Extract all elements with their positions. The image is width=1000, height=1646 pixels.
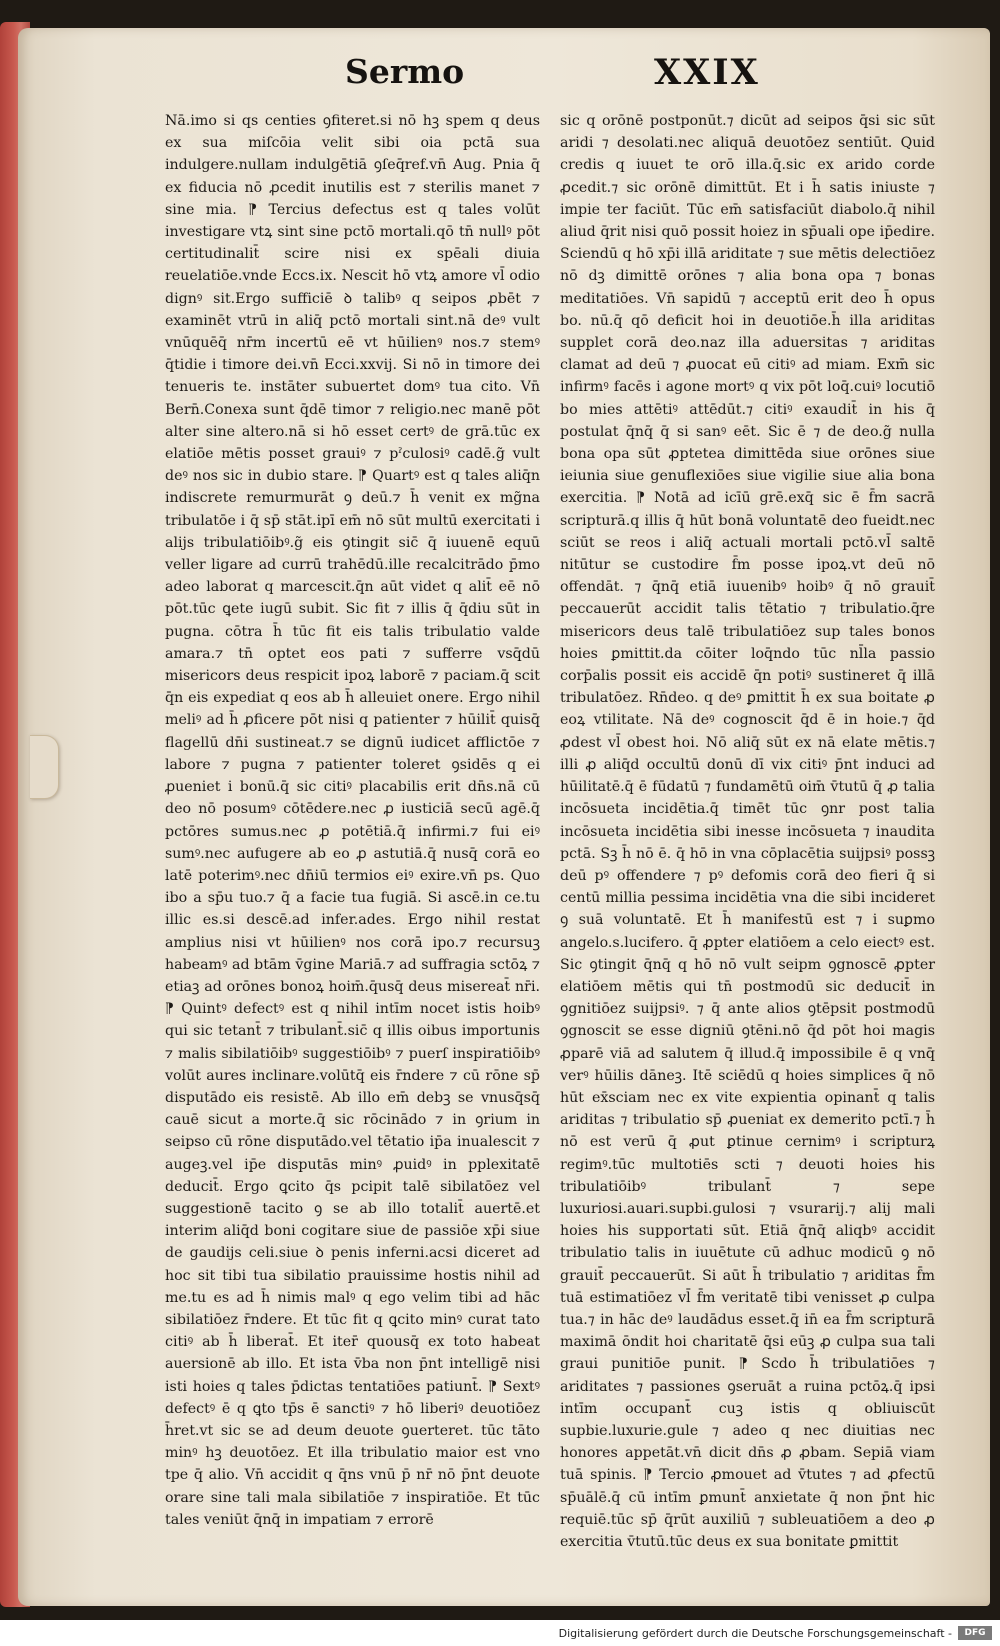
right-column-text: sic q orōnē postponūt.⁊ dicūt ad seipos q̄si sic sūt aridi ⁊ desolati.nec aliquā deuotōez sentiūt. Quid credis q iuuet te orō illa.q̄.sic ex arido corde ꝓcedit.⁊ sic orōnē dimittūt. Et i h̄ satis iniuste ⁊ impie ter faciūt. Tūc em̄ satisfaciūt diabolo.q̄ nihil aliud q̄rit nisi quō possit hoiez in sp̄uali ope ip̄edire. Sciendū q hō xp̄i illā ariditate ⁊ sue mētis delectiōez nō dꝫ dimittē orōnes ⁊ alia bona opa ⁊ bonas meditatiōes. Vn̄ sapidū ⁊ acceptū erit deo h̄ opus bo. nū.q̄ qō deficit hoi in deuotiōe.h̄ illa ariditas supplet corā deo.naz illa aduersitas ⁊ ariditas clamat ad deū ⁊ ꝓuocat eū citiꝰ ad miam. Exm̄ sic infirmꝰ facēs i agone mortꝰ q vix pōt loq̄.cuiꝰ locutiō bo mies attētiꝰ attēdūt.⁊ citiꝰ exaudit̄ in his q̄ postulat q̄nq̄ q̄ si sanꝰ eēt. Sic ē ⁊ de deo.g̃ nulla bona opa sūt ꝓptetea dimittēda siue orōnes siue ieiunia siue genuflexiōes siue vigilie siue alia bona exercitia. ⁋ Notā ad icīū grē.exq̄ sic ē f̄m sacrā scripturā.q illis q̄ hūt bonā voluntatē deo fueidt.nec sciūt se reos i aliq̄ actuali mortali pctō.vl̄ saltē nitūtur se custodire f̄m posse ipoꝝ.vt deū nō offendāt. ⁊ q̄nq̄ etiā iuuenibꝰ hoibꝰ q̄ nō grauit̄ peccauerūt accidit talis tētatio ⁊ tribulatio.q̄re misericors deus talē tribulatiōez sup tales bonos hoies ꝑmittit.da cōiter loq̄ndo tūc nl̄la passio corp̄alis possit eis accidē q̄n potiꝰ sustineret q̄ illā tribulatōez. Rn̄deo. q deꝰ ꝑmittit h̄ ex sua boitate ꝓ eoꝝ vtilitate. Nā deꝰ cognoscit q̄d ē in hoie.⁊ q̄d ꝓdest vl̄ obest hoi. Nō aliq̄ sūt ex nā elate mētis.⁊ illi ꝓ aliq̄d occultū donū dī vix citiꝰ p̄nt induci ad hūilitatē.q̄ ē fūdatū ⁊ fundamētū oim̄ v̄tutū q̄ ꝓ talia incōsueta incidētia.q̄ timēt tūc ꝯnr post talia incōsueta incidētia sibi inesse incōsueta ⁊ inaudita pctā. Sꝫ h̄ nō ē. q̄ hō in vna cōplacētia suijpsiꝰ possꝫ deū pꝰ offendere ⁊ pꝰ defomis corā deo fieri q̄ si centū millia pessima incidētia vna die sibi incideret ꝯ suā voluntatē. Et h̄ manifestū est ⁊ i suꝑmo angelo.s.lucifero. q̄ ꝓpter elatiōem a celo eiectꝰ est. Sic ꝯtingit q̄nq̄ q hō nō vult seipm ꝯgnoscē ꝓpter elatiōem mētis qui tn̄ postmodū sic deducit̄ in ꝯgnitiōez suijpsiꝰ. ⁊ q̄ ante alios ꝯtēpsit postmodū ꝯgnoscit se esse digniū ꝯtēni.nō q̄d pōt hoi magis ꝓparē viā ad salutem q̄ illud.q̄ impossibile ē q vnq̄ verꝰ hūilis dāneꝫ. Itē sciēdū q hoies simplices q̄ nō hūt ex̄sciam nec ex vite expientia opinant̄ q talis ariditas ⁊ tribulatio sp̄ ꝓueniat ex demerito pctī.⁊ h̄ nō est verū q̄ ꝓut ꝑtinue cernimꝰ i scripturꝝ regimꝰ.tūc multotiēs scti ⁊ deuoti hoies his tribulatiōibꝰ tribulant̄ ⁊ sepe luxuriosi.auari.supbi.gulosi ⁊ vsurarij.⁊ alij mali hoies his supportati sūt. Etiā q̄nq̄ aliqbꝰ accidit tribulatio talis in iuuētute cū adhuc modicū ꝯ nō grauit̄ peccauerūt. Si aūt h̄ tribulatio ⁊ ariditas f̄m tuā estimatiōez vl̄ f̄m veritatē tibi venisset ꝓ culpa tua.⁊ in hāc deꝰ laudādus esset.q̄ in̄ ea f̄m scripturā maximā ōndit hoi charitatē q̄si eūꝫ ꝓ culpa sua tali graui punitiōe punit. ⁋ Scdo h̄ tribulatiōes ⁊ ariditates ⁊ passiones ꝯseruāt a ruina pctōꝝ.q̄ ipsi intīm occupant̄ cuꝫ istis q obliuiscūt supbie.luxurie.gule ⁊ adeo q nec diuitias nec honores appetāt.vn̄ dicit dn̄s ꝓ ꝓbam. Sepiā viam tuā spinis. ⁋ Tercio ꝓmouet ad v̄tutes ⁊ ad ꝓfectū sp̄uālē.q̄ cū intīm ꝑmunt̄ anxietate q̄ non p̄nt hic requiē.tūc sp̄ q̄rūt auxiliū ⁊ subleuatiōem a deo ꝓ exercitia v̄tutū.tūc deus ex sua bonitate ꝑmittit [560,113,935,1550]
dfg-logo: DFG [958,1626,992,1640]
footer-credit: Digitalisierung gefördert durch die Deutsche Forschungsgemeinschaft - [558,1627,952,1640]
page-tab-marker [30,735,59,799]
left-column-text: Nā.imo si qs centies ꝯfiteret.si nō hꝫ spem q deus ex sua miſcōia velit sibi oia pctā sua indulgere.nullam indulgētiā ꝯſeq̄ref.vn̄ Aug. Pnia q̄ ex fiducia nō ꝓcedit inutilis est ⁊ sterilis manet ⁊ sine mia. ⁋ Tercius defectus est q tales volūt investigare vtꝝ sint sine pctō mortali.qō tn̄ nullꝰ pōt certitudinalit̄ scire nisi ex spēali diuia reuelatiōe.vnde Eccs.ix. Nescit hō vtꝝ amore vl̄ odio dignꝰ sit.Ergo sufficiē ꝺ talibꝰ q seipos ꝓbēt ⁊ examinēt vtrū in aliq̄ pctō mortali sint.nā deꝰ vult vnūquēq̄ nr̄m incertū eē vt hūilienꝰ nos.⁊ stemꝰ q̄tidie i timore dei.vn̄ Ecci.xxvij. Si nō in timore dei tenueris te. instāter subuertet domꝰ tua cito. Vn̄ Bern̄.Conexa sunt q̄dē timor ⁊ religio.nec manē pōt alter sine altero.nā si hō esset certꝰ de grā.tūc ex elatiōe mētis posset grauiꝰ ⁊ pˀculosiꝰ cadē.g̃ vult deꝰ nos sic in dubio stare. ⁋ Quartꝰ est q tales aliq̄n indiscrete remurmurāt ꝯ deū.⁊ h̄ venit ex mg̃na tribulatōe i q̄ sp̄ stāt.ipī em̄ nō sūt multū exercitati i alijs tribulatiōibꝰ.g̃ eis ꝯtingit sic̄ q̄ iuuenē equū veller ligare ad currū trahēdū.ille recalcitrādo p̄mo adeo laborat q marcescit.q̄n aūt videt q alit̄ eē nō pōt.tūc ꝗete iugū subit. Sic fit ⁊ illis q̄ q̄diu sūt in pugna. cōtra h̄ tūc fit eis talis tribulatio valde amara.⁊ tn̄ optet eos pati ⁊ sufferre vsq̄dū misericors deus respicit ipoꝝ laborē ⁊ paciam.q̄ scit q̄n eis expediat q eos ab h̄ alleuiet onere. Ergo nihil meliꝰ ad h̄ ꝓficere pōt nisi q patienter ⁊ hūilit̄ quisq̄ flagellū dn̄i sustineat.⁊ se dignū iudicet afflictōe ⁊ labore ⁊ pugna ⁊ patienter toleret ꝯsidēs q ei ꝓueniet i bonū.q̄ sic citiꝰ placabilis erit dn̄s.nā cū deo nō posumꝰ cōtēdere.nec ꝓ iusticiā secū agē.q̄ pctōres sumus.nec ꝓ potētiā.q̄ infirmi.⁊ fui eiꝰ sumꝰ.nec aufugere ab eo ꝓ astutiā.q̄ nusq̄ corā eo latē poterimꝰ.nec dn̄iū termios eiꝰ exire.vn̄ ps. Quo ibo a sp̄u tuo.⁊ q̄ a facie tua fugiā. Si ascē.in ce.tu illic es.si descē.ad infer.ades. Ergo nihil restat amplius nisi vt hūilienꝰ nos corā ipo.⁊ recursuꝫ habeamꝰ ad btām v̄gine Mariā.⁊ ad suffragia sctōꝝ ⁊ etiaꝫ ad orōnes bonoꝝ hoim̄.q̄usq̄ deus misereat̄ nr̄i. ⁋ Quintꝰ defectꝰ est q nihil intīm nocet istis hoibꝰ qui sic tetant̄ ⁊ tribulant̄.sic̄ q illis oibus importunis ⁊ malis sibilatiōibꝰ suggestiōibꝰ ⁊ puerſ inspiratiōibꝰ volūt aures inclinare.volūtq̄ eis r̄ndere ⁊ cū rōne sp̄ disputādo eis resistē. Ab illo em̄ debꝫ se vnusq̄sq̄ cauē sicut a morte.q̄ sic rōcinādo ⁊ in ꝯrium in seipso cū rōne disputādo.vel tētatio ip̄a inualescit ⁊ augeꝫ.vel ip̄e disputās minꝰ ꝓuidꝰ in pplexitatē deducit̄. Ergo ꝗcito q̄s pcipit talē sibilatōez vel suggestionē tacito ꝯ se ab illo totalit̄ auertē.et interim aliq̄d boni cogitare siue de passiōe xp̄i siue de gaudijs celi.siue ꝺ penis inferni.acsi diceret ad hoc sit tibi tua sibilatio prauissime hostis nihil ad me.tu es ad h̄ nimis malꝰ q ego velim tibi ad hāc sibilatiōez r̄ndere. Et tūc fit q ꝗcito minꝰ curat tato citiꝰ ab h̄ liberat̄. Et iter̄ quousq̄ ex toto habeat auersionē ab illo. Et ista v̄ba non p̄nt intelligē nisi isti hoies q tales p̄dictas tentatiōes patiunt̄. ⁋ Sextꝰ defectꝰ ē q ꝗto tp̄s ē sanctiꝰ ⁊ hō liberiꝰ deuotiōez h̄ret.vt sic se ad deum deuote ꝯuerteret. tūc tāto minꝰ hꝫ deuotōez. Et illa tribulatio maior est vno tpe q̄ alio. Vn̄ accidit q q̄ns vnū p̄ nr̄ nō p̄nt deuote orare sine tali mala sibilatiōe ⁊ inspiratiōe. Et tūc tales veniūt q̄nq̄ in impatiam ⁊ errorē [165,113,540,1528]
right-text-column [560,110,935,1553]
folio-number: XXIX [654,52,760,93]
left-text-column [165,110,540,1531]
running-head-title: Sermo [345,52,465,91]
